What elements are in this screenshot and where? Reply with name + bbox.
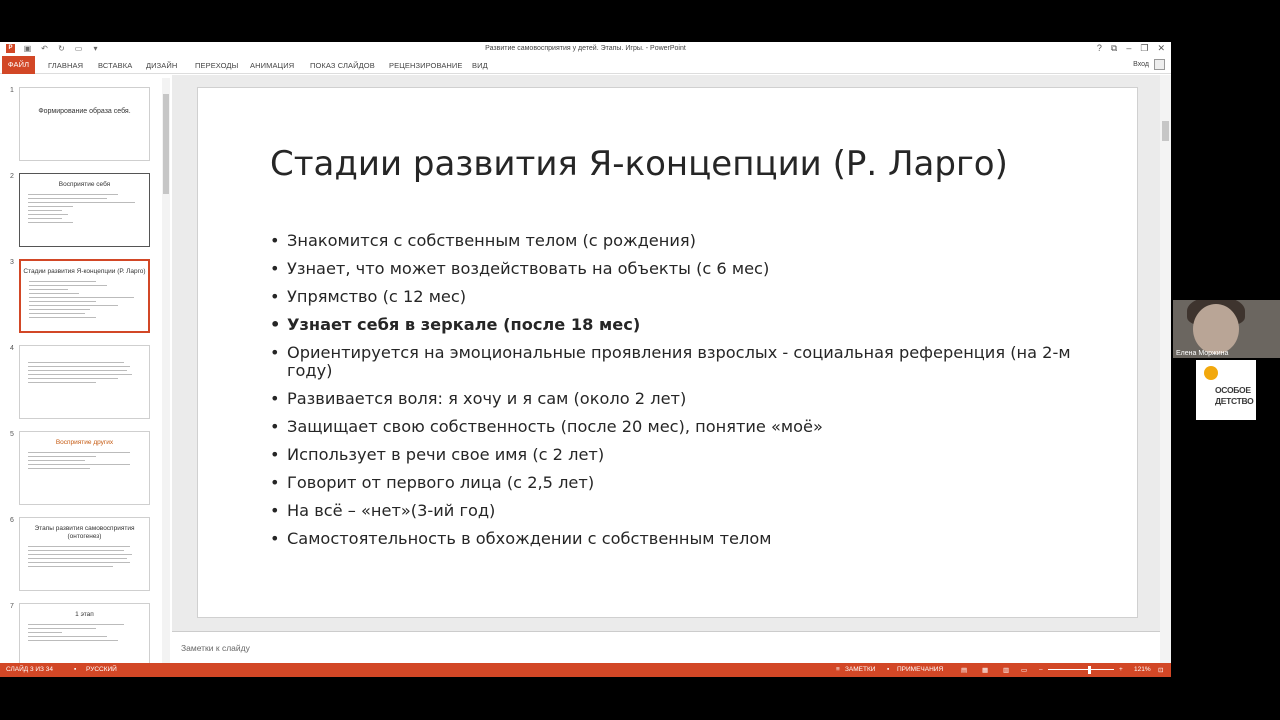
tab-insert[interactable]: ВСТАВКА (98, 61, 133, 70)
slide-counter: СЛАЙД 3 ИЗ 34 (6, 666, 54, 673)
normal-view-icon[interactable]: ▤ (961, 667, 968, 674)
editor-scrollbar[interactable] (1160, 75, 1171, 663)
thumbnail-text-lines (28, 546, 141, 567)
comments-button[interactable]: ПРИМЕЧАНИЯ (897, 666, 944, 673)
bullet-item: • Упрямство (с 12 мес) (270, 288, 1090, 306)
thumbnail-text-lines (28, 452, 141, 469)
powerpoint-window (0, 42, 1171, 677)
close-icon[interactable]: ✕ (1157, 43, 1165, 53)
powerpoint-logo-icon: P (6, 44, 15, 53)
window-controls (1097, 43, 1165, 54)
slide-thumbnail[interactable] (19, 517, 150, 591)
notes-icon[interactable]: ≡ (836, 666, 840, 673)
status-bar (0, 663, 1171, 677)
thumbnail-title: Этапы развития самовосприятия (онтогенез) (34, 525, 135, 540)
thumbnails-scrollbar[interactable] (162, 78, 170, 664)
title-bar (0, 42, 1171, 56)
thumbnail-title: Стадии развития Я-концепции (Р. Ларго) (23, 268, 146, 275)
customize-qat-icon[interactable]: ▾ (93, 44, 98, 53)
slide-title[interactable]: Стадии развития Я-концепции (Р. Ларго) (270, 144, 1008, 184)
webcam-participant-name: Елена Моржина (1176, 350, 1229, 357)
zoom-out-icon[interactable]: – (1039, 666, 1043, 673)
thumbnail-text-lines (29, 281, 140, 318)
logo-line1: ОСОБОЕ (1215, 385, 1251, 395)
slide-thumbnail-selected[interactable] (19, 259, 150, 333)
thumbnail-number: 4 (10, 345, 14, 352)
thumbnail-number: 1 (10, 87, 14, 94)
slide-editor (172, 75, 1160, 663)
thumbnail-text-lines (28, 624, 141, 641)
thumbnail-title: 1 этап (75, 611, 94, 618)
bullet-item: • Говорит от первого лица (с 2,5 лет) (270, 474, 1090, 492)
slide-thumbnail[interactable] (19, 87, 150, 161)
tab-view[interactable]: ВИД (472, 61, 488, 70)
current-slide[interactable] (197, 87, 1138, 618)
tab-home[interactable]: ГЛАВНАЯ (48, 61, 84, 70)
tab-transitions[interactable]: ПЕРЕХОДЫ (195, 61, 239, 70)
bullet-item: • Самостоятельность в обхождении с собственным телом (270, 530, 1090, 548)
restore-icon[interactable]: ❐ (1140, 43, 1149, 53)
notes-placeholder[interactable]: Заметки к слайду (181, 643, 250, 653)
zoom-slider-knob[interactable] (1088, 666, 1091, 674)
notes-button[interactable]: ЗАМЕТКИ (845, 666, 876, 673)
sun-icon (1204, 366, 1218, 380)
slide-sorter-icon[interactable]: ▦ (982, 667, 989, 674)
reading-view-icon[interactable]: ▥ (1003, 667, 1010, 674)
help-icon[interactable]: ? (1096, 43, 1102, 53)
thumbnail-number: 6 (10, 517, 14, 524)
user-avatar-icon[interactable] (1154, 59, 1165, 70)
thumbnail-number: 5 (10, 431, 14, 438)
zoom-in-icon[interactable]: + (1119, 666, 1123, 673)
slideshow-view-icon[interactable]: ▭ (1021, 667, 1028, 674)
zoom-level[interactable]: 121% (1134, 666, 1151, 673)
slide-thumbnail[interactable] (19, 603, 150, 663)
redo-icon[interactable]: ↻ (58, 44, 65, 53)
thumbnail-number: 2 (10, 173, 14, 180)
window-title: Развитие самовосприятия у детей. Этапы. Игры. - PowerPoint (485, 45, 686, 52)
osoboe-detstvo-logo (1196, 360, 1256, 420)
tab-slideshow[interactable]: ПОКАЗ СЛАЙДОВ (310, 61, 375, 70)
scrollbar-knob[interactable] (1162, 121, 1169, 141)
slide-thumbnails-pane (0, 75, 172, 663)
tab-design[interactable]: ДИЗАЙН (146, 61, 178, 70)
slide-bullet-list[interactable] (270, 232, 1090, 558)
tab-animation[interactable]: АНИМАЦИЯ (250, 61, 295, 70)
thumbnail-number: 3 (10, 259, 14, 266)
bullet-item: • На всё – «нет»(3-ий год) (270, 502, 1090, 520)
thumbnail-text-lines (28, 362, 141, 383)
bullet-item: • Ориентируется на эмоциональные проявления взрослых - социальная референция (на 2-м году) (270, 344, 1090, 380)
tab-file[interactable]: ФАЙЛ (2, 56, 35, 74)
tab-review[interactable]: РЕЦЕНЗИРОВАНИЕ (389, 61, 463, 70)
minimize-icon[interactable]: – (1126, 43, 1132, 53)
ribbon-tabs (0, 56, 1171, 74)
slide-thumbnail[interactable] (19, 173, 150, 247)
zoom-slider[interactable] (1048, 669, 1114, 670)
webcam-person-face (1193, 304, 1239, 354)
ribbon-display-icon[interactable]: ⧉ (1110, 43, 1118, 53)
thumbnail-number: 7 (10, 603, 14, 610)
start-slideshow-icon[interactable]: ▭ (74, 44, 83, 53)
fit-slide-icon[interactable]: ⊡ (1158, 667, 1164, 674)
slide-thumbnail[interactable] (19, 431, 150, 505)
bullet-item: • Использует в речи свое имя (с 2 лет) (270, 446, 1090, 464)
spellcheck-icon[interactable]: ▪ (74, 666, 77, 673)
bullet-item: • Узнает, что может воздействовать на объекты (с 6 мес) (270, 260, 1090, 278)
bullet-item: • Узнает себя в зеркале (после 18 мес) (270, 316, 1090, 334)
comments-icon[interactable]: ▪ (887, 666, 890, 673)
signin-link[interactable]: Вход (1133, 61, 1149, 68)
bullet-item: • Защищает свою собственность (после 20 мес), понятие «моё» (270, 418, 1090, 436)
bullet-item: • Знакомится с собственным телом (с рождения) (270, 232, 1090, 250)
undo-icon[interactable]: ↶ (41, 44, 48, 53)
webcam-video (1173, 300, 1280, 358)
thumbnail-title: Формирование образа себя. (38, 108, 131, 115)
thumbnail-title: Восприятие других (55, 439, 114, 446)
scrollbar-knob[interactable] (163, 94, 169, 194)
bullet-item: • Развивается воля: я хочу и я сам (около 2 лет) (270, 390, 1090, 408)
thumbnail-title: Восприятие себя (58, 181, 111, 188)
notes-pane[interactable] (172, 631, 1160, 663)
slide-thumbnail[interactable] (19, 345, 150, 419)
logo-line2: ДЕТСТВО (1215, 396, 1254, 406)
language-indicator[interactable]: РУССКИЙ (86, 666, 117, 673)
save-icon[interactable]: ▣ (23, 44, 32, 53)
thumbnail-text-lines (28, 194, 141, 223)
